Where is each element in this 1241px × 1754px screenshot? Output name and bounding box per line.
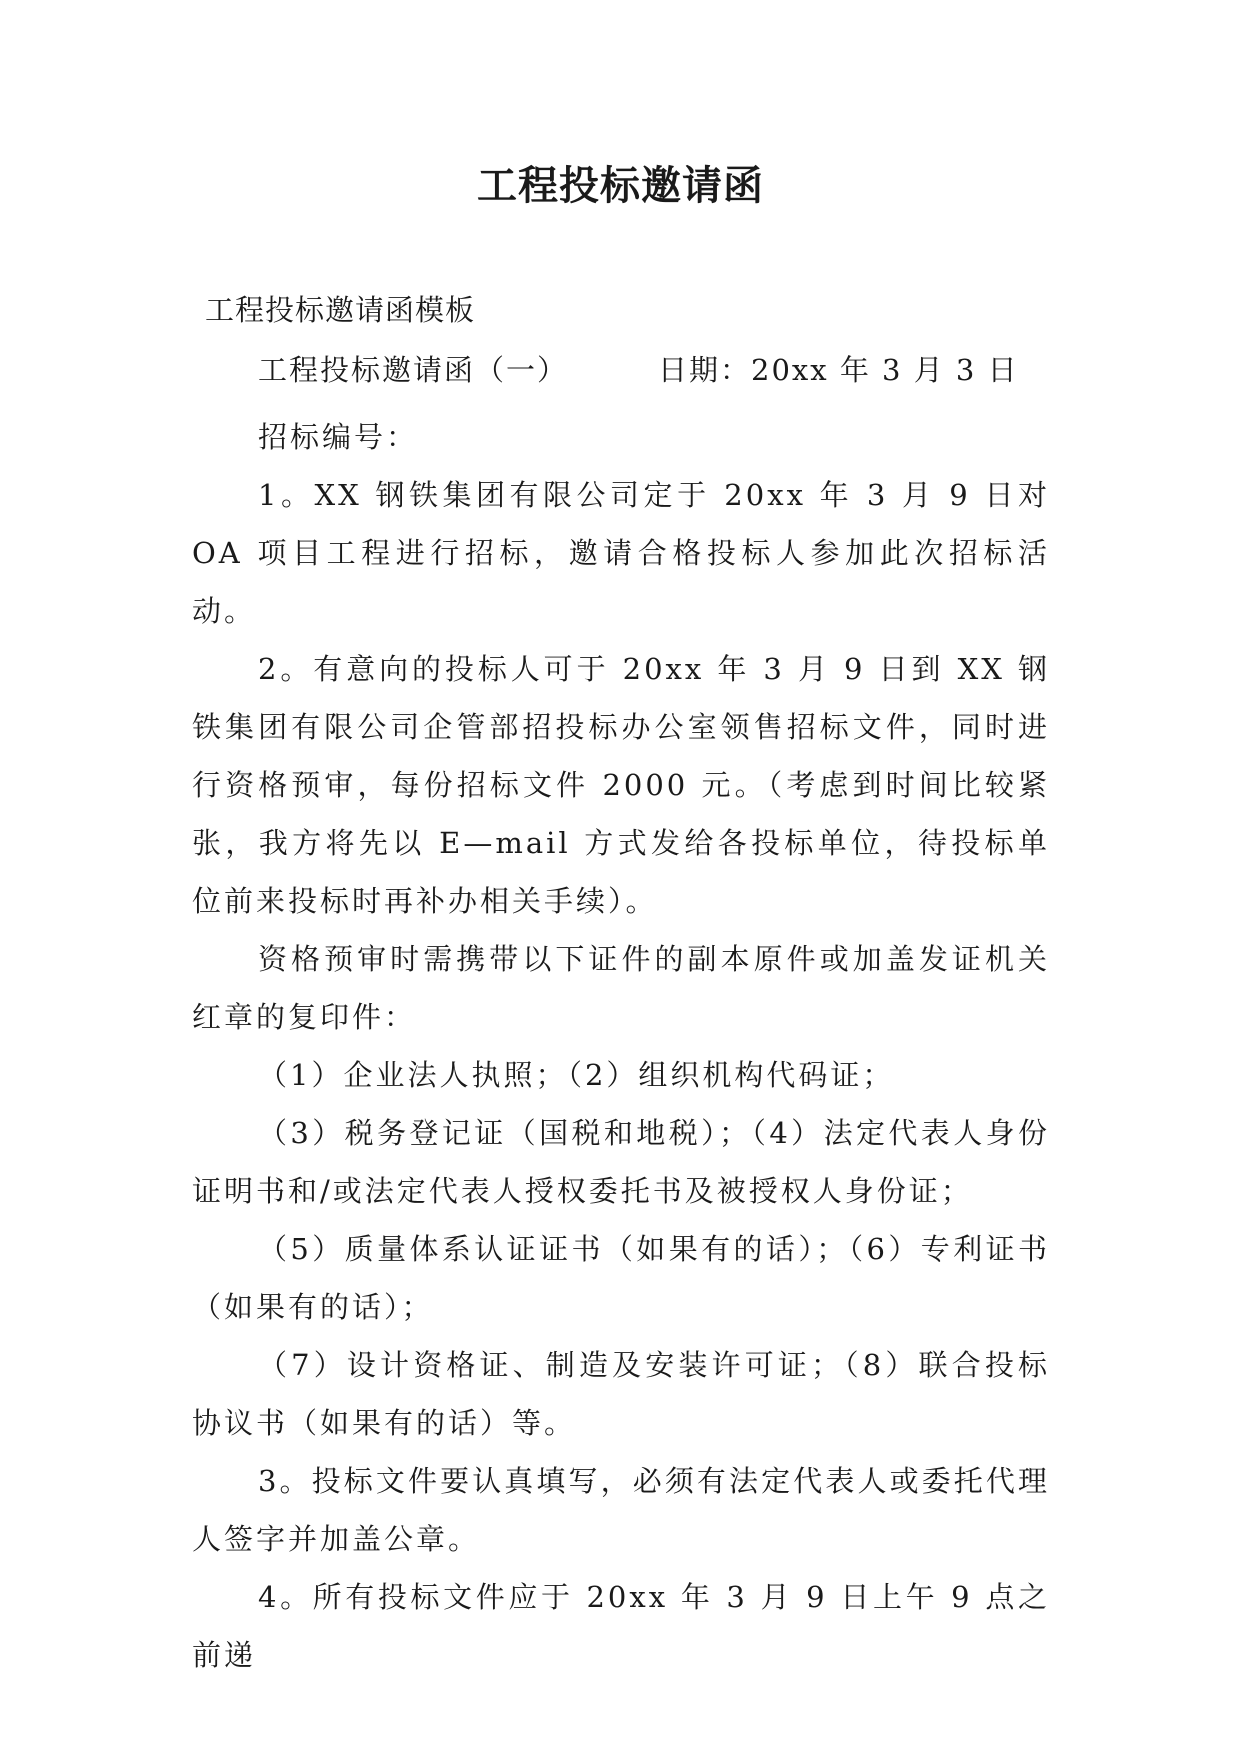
document-body	[192, 408, 1050, 1684]
paragraph-docs-3-4: （3）税务登记证（国税和地税）；（4）法定代表人身份证明书和/或法定代表人授权委托书及被授权人身份证；	[192, 1116, 1050, 1208]
document-title: 工程投标邀请函	[477, 163, 764, 209]
paragraph-qualification-intro: 资格预审时需携带以下证件的副本原件或加盖发证机关红章的复印件：	[192, 942, 1050, 1034]
paragraph-item-2: 2。有意向的投标人可于 20xx 年 3 月 9 日到 XX 钢铁集团有限公司企管部招投标办公室领售招标文件，同时进行资格预审，每份招标文件 2000 元。（考虑到时间比较紧张，我方将先以 E—mail 方式发给各投标单位，待投标单位前来投标时再补办相关手续）。	[192, 652, 1050, 918]
paragraph-item-1: 1。XX 钢铁集团有限公司定于 20xx 年 3 月 9 日对 OA 项目工程进行招标，邀请合格投标人参加此次招标活动。	[192, 478, 1050, 628]
paragraph-docs-1-2: （1）企业法人执照；（2）组织机构代码证；	[258, 1058, 895, 1092]
paragraph-docs-5-6: （5）质量体系认证证书（如果有的话）；（6）专利证书（如果有的话）；	[192, 1232, 1050, 1324]
paragraph-bid-number: 招标编号：	[258, 420, 419, 454]
letter-heading: 工程投标邀请函（一）	[258, 353, 569, 387]
letter-heading-row	[258, 350, 1019, 390]
paragraph-item-4: 4。所有投标文件应于 20xx 年 3 月 9 日上午 9 点之前递	[192, 1580, 1050, 1672]
letter-date: 日期：20xx 年 3 月 3 日	[658, 353, 1019, 387]
paragraph-item-3: 3。投标文件要认真填写，必须有法定代表人或委托代理人签字并加盖公章。	[192, 1464, 1050, 1556]
paragraph-docs-7-8: （7）设计资格证、制造及安装许可证；（8）联合投标协议书（如果有的话）等。	[192, 1348, 1050, 1440]
document-subtitle: 工程投标邀请函模板	[205, 293, 476, 327]
